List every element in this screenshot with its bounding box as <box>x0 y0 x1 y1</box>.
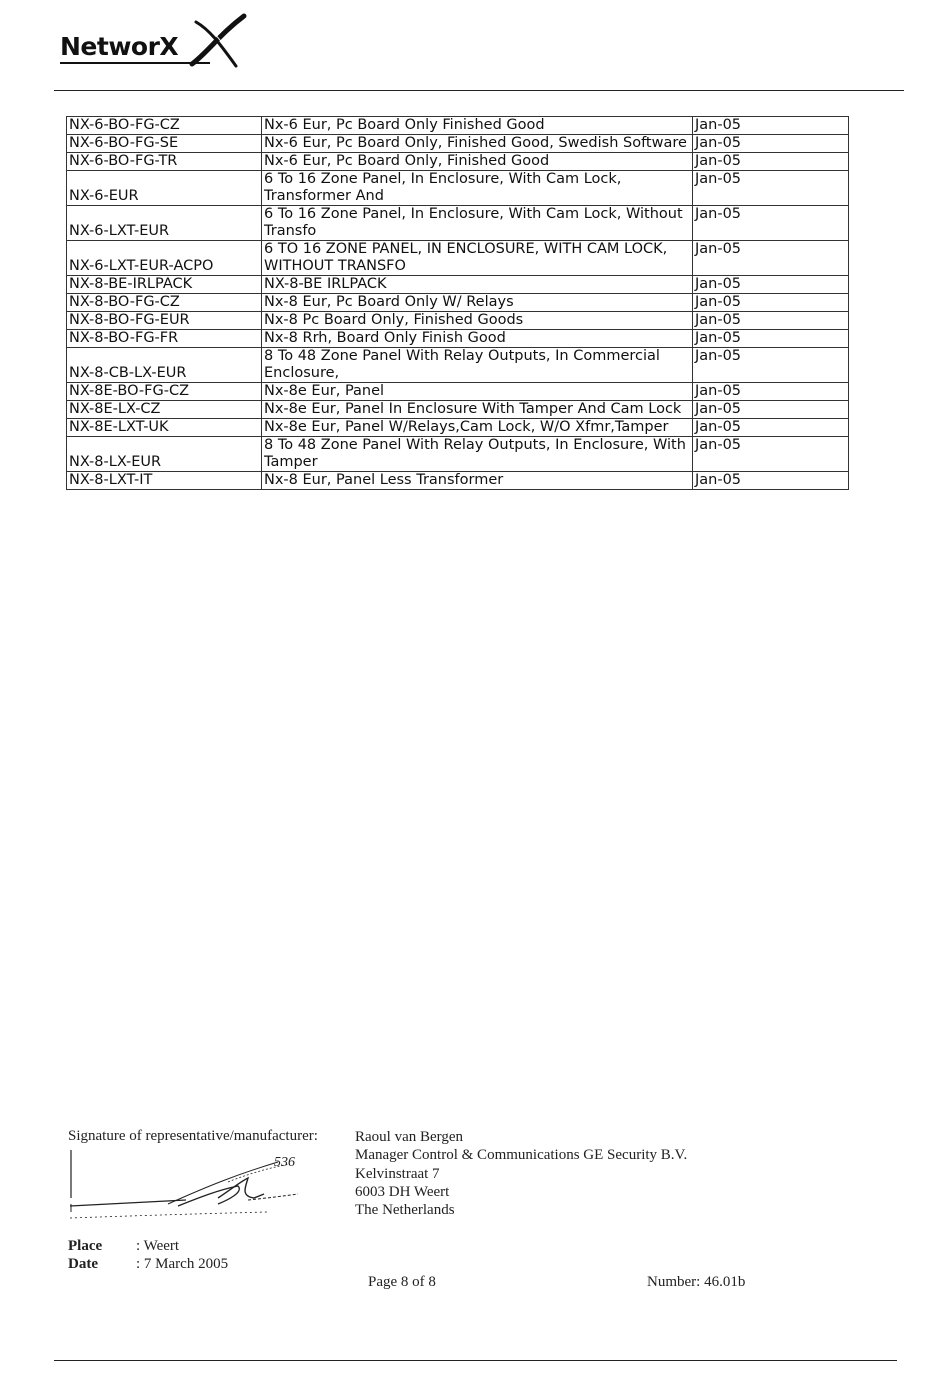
part-code-cell: NX-8-BO-FG-EUR <box>67 312 262 330</box>
part-code-cell: NX-8E-LX-CZ <box>67 401 262 419</box>
table-row <box>67 419 849 437</box>
description-cell: 6 To 16 Zone Panel, In Enclosure, With Cam Lock, Without Transfo <box>262 206 693 241</box>
part-code-cell: NX-6-EUR <box>67 171 262 206</box>
date-cell: Jan-05 <box>693 135 849 153</box>
address-country: The Netherlands <box>355 1202 455 1219</box>
description-cell: Nx-8e Eur, Panel In Enclosure With Tamper And Cam Lock <box>262 401 693 419</box>
part-code-cell: NX-8-BE-IRLPACK <box>67 276 262 294</box>
table-row <box>67 153 849 171</box>
place-label: Place <box>68 1238 103 1254</box>
table-row <box>67 135 849 153</box>
description-cell: 6 TO 16 ZONE PANEL, IN ENCLOSURE, WITH CAM LOCK, WITHOUT TRANSFO <box>262 241 693 276</box>
table-row <box>67 241 849 276</box>
description-cell: Nx-8e Eur, Panel W/Relays,Cam Lock, W/O Xfmr,Tamper <box>262 419 693 437</box>
table-row <box>67 276 849 294</box>
part-code-cell: NX-8-BO-FG-CZ <box>67 294 262 312</box>
description-cell: Nx-6 Eur, Pc Board Only, Finished Good, Swedish Software <box>262 135 693 153</box>
part-code-cell: NX-6-BO-FG-TR <box>67 153 262 171</box>
address-street: Kelvinstraat 7 <box>355 1165 440 1182</box>
date-cell: Jan-05 <box>693 348 849 383</box>
part-code-cell: NX-8E-LXT-UK <box>67 419 262 437</box>
part-code-cell: NX-8-LX-EUR <box>67 437 262 472</box>
date-cell: Jan-05 <box>693 401 849 419</box>
part-code-cell: NX-6-LXT-EUR-ACPO <box>67 241 262 276</box>
part-code-cell: NX-8-LXT-IT <box>67 472 262 490</box>
table-row <box>67 330 849 348</box>
date-cell: Jan-05 <box>693 419 849 437</box>
table-row <box>67 401 849 419</box>
description-cell: NX-8-BE IRLPACK <box>262 276 693 294</box>
document-number: Number: 46.01b <box>647 1274 746 1290</box>
signatory-name: Raoul van Bergen <box>355 1129 464 1145</box>
date-cell: Jan-05 <box>693 383 849 401</box>
description-cell: Nx-8 Eur, Panel Less Transformer <box>262 472 693 490</box>
table-row <box>67 171 849 206</box>
date-value: : 7 March 2005 <box>136 1256 229 1272</box>
description-cell: Nx-8e Eur, Panel <box>262 383 693 401</box>
signatory-address <box>355 1128 687 1219</box>
description-cell: Nx-8 Eur, Pc Board Only W/ Relays <box>262 294 693 312</box>
part-code-cell: NX-6-BO-FG-CZ <box>67 117 262 135</box>
description-cell: Nx-6 Eur, Pc Board Only, Finished Good <box>262 153 693 171</box>
date-row <box>68 1256 228 1273</box>
address-city: 6003 DH Weert <box>355 1183 450 1200</box>
date-cell: Jan-05 <box>693 206 849 241</box>
part-code-cell: NX-8-BO-FG-FR <box>67 330 262 348</box>
date-cell: Jan-05 <box>693 117 849 135</box>
place-value: : Weert <box>136 1238 180 1254</box>
signature-note: 536 <box>274 1155 295 1170</box>
place-row <box>68 1238 179 1255</box>
table-row <box>67 206 849 241</box>
date-cell: Jan-05 <box>693 437 849 472</box>
part-code-cell: NX-6-BO-FG-SE <box>67 135 262 153</box>
description-cell: Nx-8 Rrh, Board Only Finish Good <box>262 330 693 348</box>
description-cell: 8 To 48 Zone Panel With Relay Outputs, In Enclosure, With Tamper <box>262 437 693 472</box>
signatory-title: Manager Control & Communications GE Security B.V. <box>355 1147 688 1164</box>
table-row <box>67 383 849 401</box>
table-row <box>67 472 849 490</box>
part-code-cell: NX-6-LXT-EUR <box>67 206 262 241</box>
logo-x-mark-icon <box>186 12 250 70</box>
description-cell: Nx-6 Eur, Pc Board Only Finished Good <box>262 117 693 135</box>
table-row <box>67 312 849 330</box>
date-cell: Jan-05 <box>693 330 849 348</box>
handwritten-signature <box>68 1142 308 1242</box>
part-code-cell: NX-8E-BO-FG-CZ <box>67 383 262 401</box>
signature-label: Signature of representative/manufacturer: <box>68 1128 318 1144</box>
date-cell: Jan-05 <box>693 171 849 206</box>
description-cell: Nx-8 Pc Board Only, Finished Goods <box>262 312 693 330</box>
part-code-cell: NX-8-CB-LX-EUR <box>67 348 262 383</box>
date-cell: Jan-05 <box>693 241 849 276</box>
date-cell: Jan-05 <box>693 153 849 171</box>
date-label: Date <box>68 1256 98 1272</box>
table-row <box>67 294 849 312</box>
date-cell: Jan-05 <box>693 294 849 312</box>
networx-logo <box>58 10 258 70</box>
description-cell: 8 To 48 Zone Panel With Relay Outputs, In Commercial Enclosure, <box>262 348 693 383</box>
date-cell: Jan-05 <box>693 472 849 490</box>
page-number: Page 8 of 8 <box>368 1274 436 1290</box>
table-row <box>67 437 849 472</box>
date-cell: Jan-05 <box>693 276 849 294</box>
description-cell: 6 To 16 Zone Panel, In Enclosure, With Cam Lock, Transformer And <box>262 171 693 206</box>
table-row <box>67 117 849 135</box>
footer-divider <box>54 1360 897 1361</box>
date-cell: Jan-05 <box>693 312 849 330</box>
logo-wordmark: NetworX <box>60 32 179 61</box>
header-divider <box>54 90 904 91</box>
parts-table <box>66 116 849 490</box>
table-row <box>67 348 849 383</box>
